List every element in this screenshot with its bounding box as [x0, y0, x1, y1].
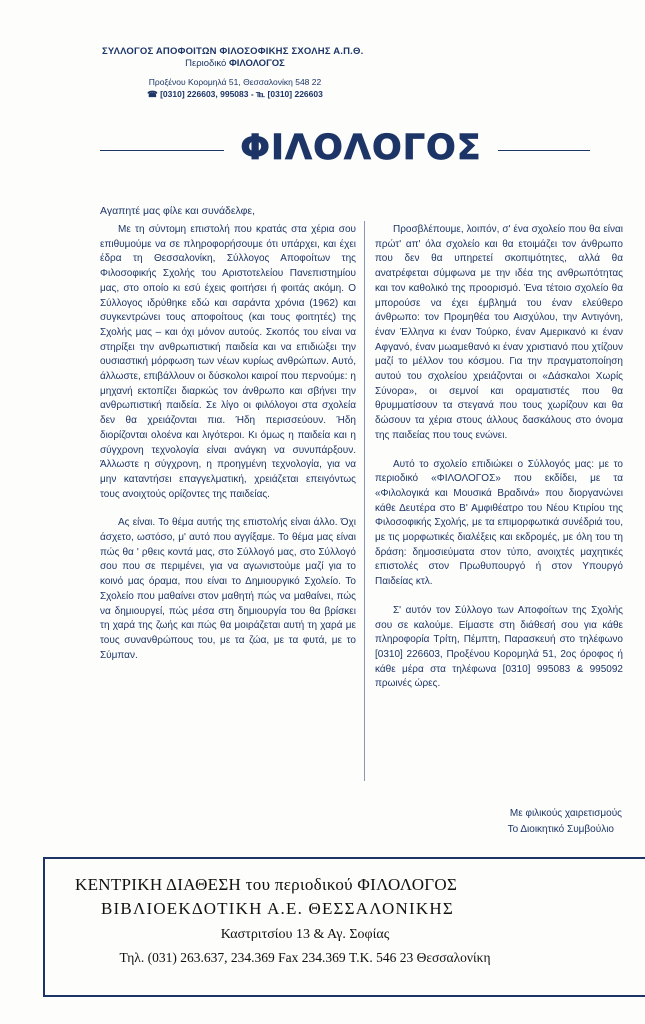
- periodical-line: [0, 58, 470, 69]
- letter-column-right: [375, 223, 623, 706]
- letter-closing: Με φιλικούς χαιρετισμούς: [509, 808, 622, 819]
- letter-paragraph: Προσβλέπουμε, λοιπόν, σ' ένα σχολείο που θα είναι πρώτ' απ' όλα σχολείο και θα ετοιμάζει τον άνθρωπο που δεν θα υπηρετεί σκοπιμότητες, αλλά θα ανατρέφεται σύμφωνα με την ιδέα της ανθρωπότητας και τον καθολικό της προορισμό. Ένα τέτοιο σχολείο θα μπορούσε να έχει έμβλημά του έναν ελεύθερο άνθρωπο: τον Προμηθέα του Αισχύλου, την Αντιγόνη, έναν Έλληνα κι έναν Τούρκο, έναν Αμερικανό κι έναν Αφγανό, έναν μωαμεθανό κι έναν χριστιανό που χτίζουν μαζί το μέλλον του κόσμου. Για την πραγματοποίηση αυτού του σχολείου χρειάζονται οι «Δάσκαλοι Χωρίς Σύνορα», οι σεμνοί και οραματιστές που θα θρυμματίσουν τα στεγανά που τους χωρίζουν και θα δώσουν τα χέρια στους άλλους δασκάλους στο όνομα της παιδείας που τους ενώνει.: [375, 224, 623, 441]
- header-phone: ☎ [0310] 226603, 995083 - ℡ [0310] 226603: [147, 89, 323, 99]
- letter-paragraph: Με τη σύντομη επιστολή που κρατάς στα χέρια σου επιθυμούμε να σε πληροφορήσουμε ότι υπάρχει, και έχει έδρα τη Θεσσαλονίκη, Σύλλογος Αποφοίτων της Φιλοσοφικής Σχολής του Αριστοτελείου Πανεπιστημίου μας, στο οποίο κι εσύ έχεις φοιτήσει ή φοιτάς ακόμη. Ο Σύλλογος ιδρύθηκε εδώ και σαράντα χρόνια (1962) και συγκεντρώνει τους αποφοίτους (και τους φοιτητές) της Σχολής μας – και όχι μόνον αυτούς. Σκοπός του είναι να στηρίξει την ανθρωπιστική παιδεία και να επιδιώξει την ουσιαστική μόρφωση των νέων κυρίως ανθρώπων. Αυτό, άλλωστε, επιβάλλουν οι δύσκολοι καιροί που περνούμε: η μηχανή εκτοπίζει διαρκώς τον άνθρωπο και σβήνει την ανθρωπιστική παιδεία. Σε λίγο οι φιλόλογοι στα σχολεία δεν θα χρειάζονται πια. Ήδη περισσεύουν. Ήδη διορίζονται ολοένα και λιγότεροι. Κι όμως η παιδεία και η σύγχρονη τεχνολογία είναι ανάγκη να συνυπάρξουν. Άλλωστε η σύγχρονη, η προηγμένη τεχνολογία, για να μην καταντήσει επαγγελματική, χρειάζεται επειγόντως τους ανοιχτούς ορίζοντες της παιδείας.: [100, 224, 356, 500]
- letter-paragraph: Ας είναι. Το θέμα αυτής της επιστολής είναι άλλο. Όχι άσχετο, ωστόσο, μ' αυτό που αγγίξαμε. Το θέμα μας είναι πώς θα ' ρθεις κοντά μας, στο Σύλλογό μας, στο Σύλλογό σου που σε περιμένει, για να αγωνιστούμε μαζί για το κοινό μας όραμα, που είναι το Δημιουργικό Σχολείο. Το Σχολείο που μαθαίνει στον μαθητή πώς να μαθαίνει, πώς να δημιουργεί, πώς μέσα στη δημιουργία του θα βρίσκει τη χαρά της ζωής και πώς θα μοιράζεται αυτή τη χαρά με τους συνανθρώπους του, με τα ζώα, με τα φυτά, με το Σύμπαν.: [100, 517, 356, 661]
- logo-rule-right: [498, 150, 590, 151]
- distribution-title: ΚΕΝΤΡΙΚΗ ΔΙΑΘΕΣΗ του περιοδικού ΦΙΛΟΛΟΓΟΣ: [75, 875, 458, 894]
- letter-paragraph: Αυτό το σχολείο επιδιώκει ο Σύλλογός μας: με το περιοδικό «ΦΙΛΟΛΟΓΟΣ» που εκδίδει, με τα «Φιλολογικά και Μουσικά Βραδινά» που διοργανώνει κάθε Δευτέρα στο Β' Αμφιθέατρο του Νέου Κτιρίου της Φιλοσοφικής Σχολής, με τα επιμορφωτικά συνέδριά του, με τις μορφωτικές διαλέξεις και εκδρομές, με όλη του τη δράση: δημοσιεύματα στον τύπο, ανοιχτές μαχητικές επιστολές στον Πρωθυπουργό ή στον Υπουργό Παιδείας κτλ.: [375, 458, 623, 588]
- letter-column-left: [100, 223, 356, 677]
- letter-paragraph: Σ' αυτόν τον Σύλλογο των Αποφοίτων της Σχολής σου σε καλούμε. Είμαστε στη διάθεσή σου για κάθε πληροφορία Τρίτη, Πέμπτη, Παρασκευή στο τηλέφωνο [0310] 226603, Προξένου Κορομηλά 51, 2ος όροφος ή κάθε μέρα στα τηλέφωνα [0310] 995083 & 995092 πρωινές ώρες.: [375, 604, 623, 690]
- periodical-prefix: Περιοδικό: [185, 58, 229, 69]
- distributor-contact: Τηλ. (031) 263.637, 234.369 Fax 234.369 Τ.Κ. 546 23 Θεσσαλονίκη: [119, 950, 491, 965]
- letter-greeting: Αγαπητέ μας φίλε και συνάδελφε,: [100, 205, 256, 217]
- association-name: ΣΥΛΛΟΓΟΣ ΑΠΟΦΟΙΤΩΝ ΦΙΛΟΣΟΦΙΚΗΣ ΣΧΟΛΗΣ Α.Π.Θ.: [102, 46, 364, 57]
- periodical-name: ΦΙΛΟΛΟΓΟΣ: [228, 58, 285, 69]
- column-divider: [364, 221, 365, 781]
- masthead-logo: [0, 125, 645, 171]
- logo-rule-left: [100, 150, 224, 151]
- distribution-box: [43, 857, 645, 997]
- logo-wordmark: ΦΙΛΟΛΟΓΟΣ: [240, 128, 482, 168]
- letter-signature: Το Διοικητικό Συμβούλιο: [507, 824, 614, 835]
- distributor-name: ΒΙΒΛΙΟΕΚΔΟΤΙΚΗ Α.Ε. ΘΕΣΣΑΛΟΝΙΚΗΣ: [101, 899, 454, 918]
- distributor-address: Καστριτσίου 13 & Αγ. Σοφίας: [220, 927, 390, 942]
- header-address: Προξένου Κορομηλά 51, Θεσσαλονίκη 548 22: [148, 77, 322, 87]
